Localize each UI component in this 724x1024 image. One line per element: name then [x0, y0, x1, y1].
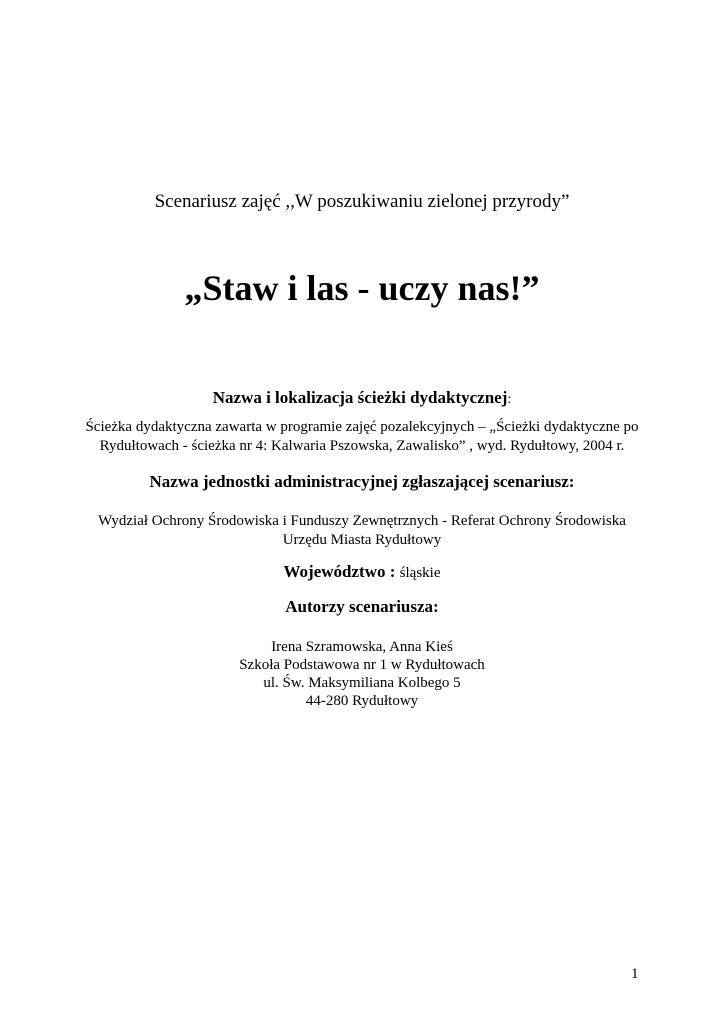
- trail-description: [0, 418, 724, 456]
- voivodeship-value: śląskie: [399, 565, 441, 581]
- unit-description: [0, 512, 724, 550]
- authors-line: 44-280 Rydułtowy: [305, 693, 419, 709]
- document-title: „Staw i las - uczy nas!”: [184, 268, 540, 308]
- document-subtitle: Scenariusz zajęć ,,W poszukiwaniu zielonej przyrody”: [154, 191, 570, 212]
- unit-heading: Nazwa jednostki administracyjnej zgłaszającej scenariusz:: [149, 472, 575, 491]
- unit-line: Urzędu Miasta Rydułtowy: [282, 532, 442, 548]
- authors-heading: Autorzy scenariusza:: [285, 597, 439, 616]
- authors-line: Szkoła Podstawowa nr 1 w Rydułtowach: [239, 657, 485, 673]
- trail-heading: [0, 388, 724, 408]
- authors-line: Irena Szramowska, Anna Kieś: [271, 639, 453, 655]
- trail-line: Ścieżka dydaktyczna zawarta w programie zajęć pozalekcyjnych – „Ścieżki dydaktyczne po: [85, 419, 639, 435]
- voivodeship-row: [0, 562, 724, 582]
- authors-line: ul. Św. Maksymiliana Kolbego 5: [263, 675, 461, 691]
- trail-heading-text: Nazwa i lokalizacja ścieżki dydaktycznej: [212, 388, 508, 407]
- unit-line: Wydział Ochrony Środowiska i Funduszy Zewnętrznych - Referat Ochrony Środowiska: [98, 513, 626, 529]
- trail-line: Rydułtowach - ścieżka nr 4: Kalwaria Pszowska, Zawalisko” , wyd. Rydułtowy, 2004 r.: [99, 438, 625, 454]
- trail-heading-colon: :: [507, 392, 512, 407]
- page-number: 1: [631, 966, 639, 982]
- authors-block: [0, 638, 724, 710]
- voivodeship-label: Województwo :: [283, 562, 400, 581]
